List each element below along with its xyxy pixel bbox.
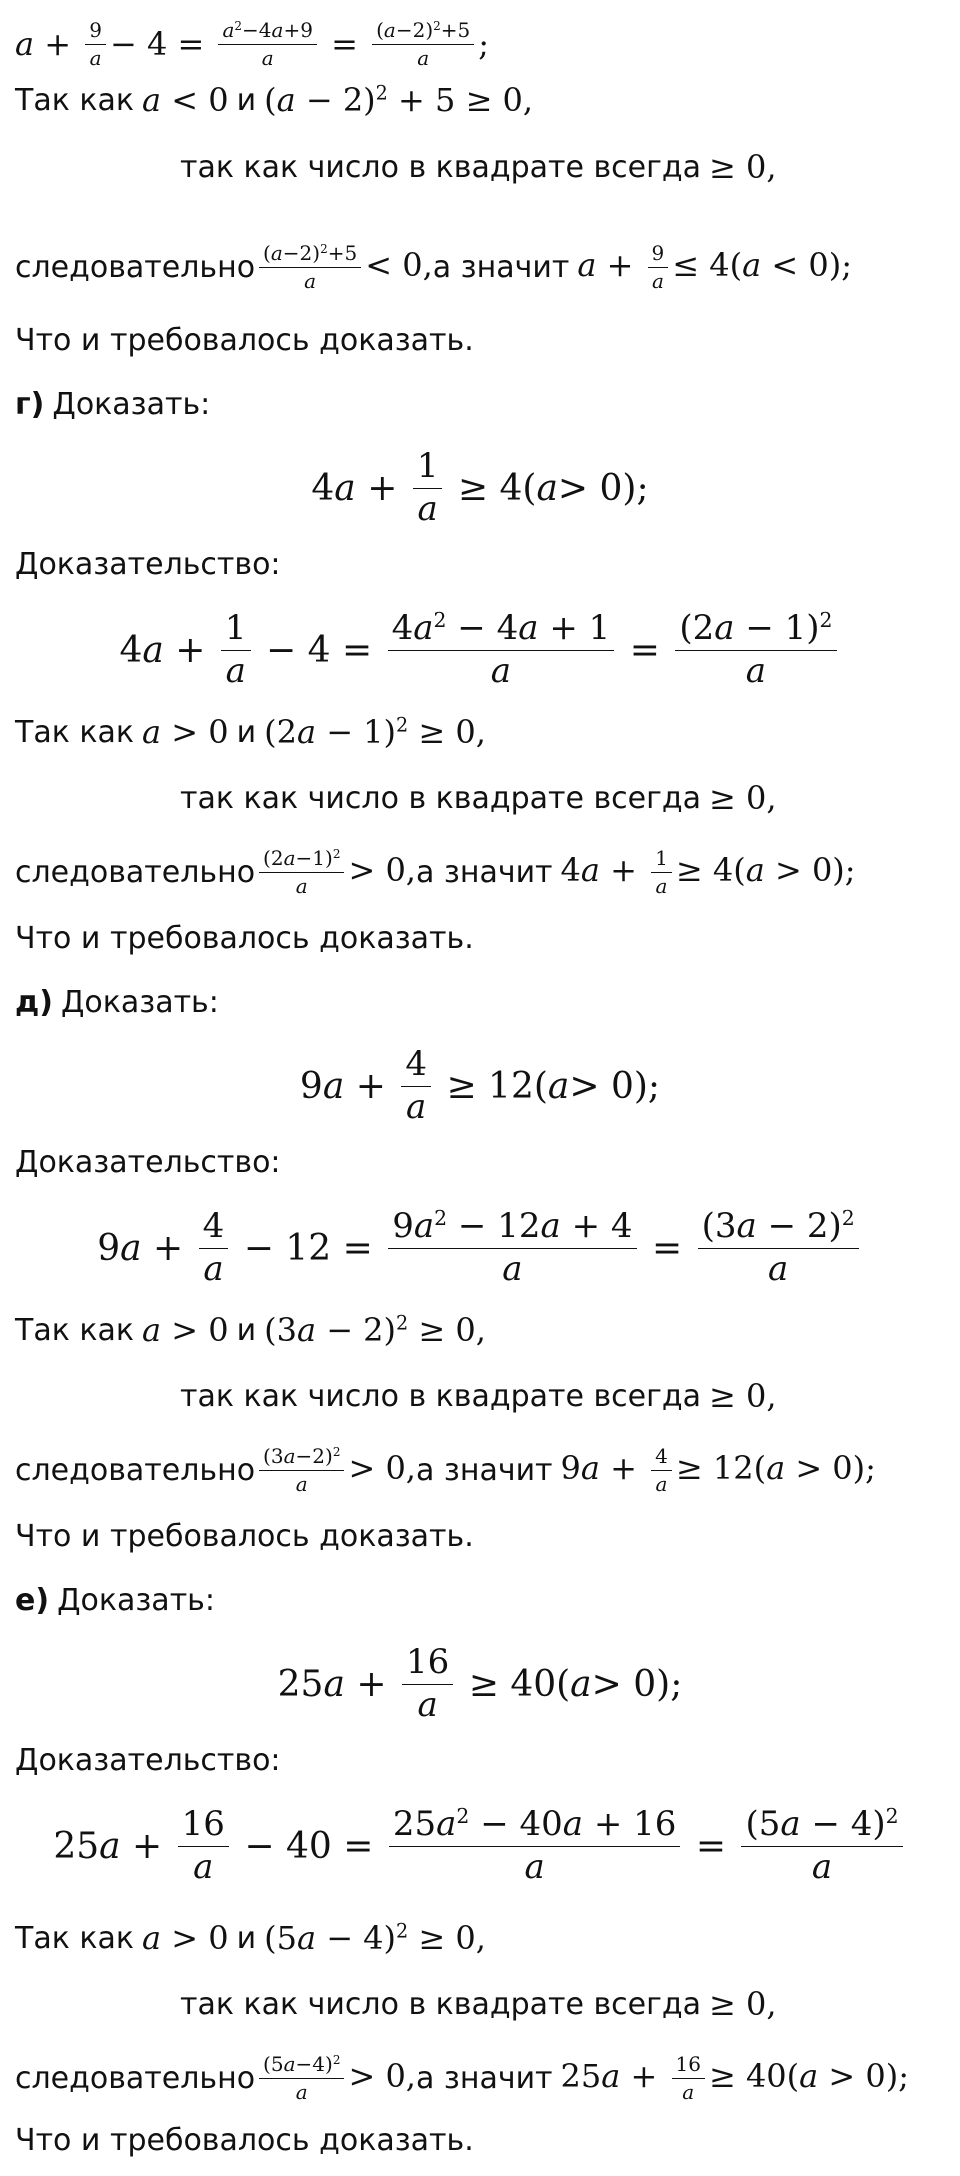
condition-line-g: Так как a > 0 и $(2a - 1)^2 \ge 0$, — [15, 713, 486, 751]
conclusion-line-d: следовательно $\frac{(3a-2)^2}{a}$ > 0, а значит 9a + $\frac{4}{a}$ ≥ 12(a > 0); — [15, 1443, 876, 1496]
qed-c: Что и требовалось доказать. — [15, 322, 474, 358]
proof-label-g: Доказательство: — [15, 546, 281, 582]
conclusion-line-g: следовательно $\frac{(2a-1)^2}{a}$ > 0, а значит 4a + $\frac{1}{a}$ ≥ 4(a > 0); — [15, 845, 856, 898]
section-header-g: г) Доказать: — [15, 386, 211, 422]
square-note-g: так как число в квадрате всегда ≥ 0, — [180, 779, 777, 817]
section-header-d: д) Доказать: — [15, 984, 219, 1020]
conclusion-line-e: следовательно $\frac{(5a-4)^2}{a}$ > 0, а значит 25a + $\frac{16}{a}$ ≥ 40(a > 0); — [15, 2051, 909, 2104]
condition-line-c: Так как a < 0 и $(a - 2)^2 + 5 \ge 0$, — [15, 81, 534, 119]
condition-line-d: Так как a > 0 и $(3a - 2)^2 \ge 0$, — [15, 1311, 486, 1349]
equation-e-transform: 25 a + $\frac{16}{a}$ − 40 = $\frac{25a^2 - 40a + 16}{a}$ = $\frac{(5a - 4)^2}{a}$ — [0, 1814, 960, 1878]
qed-g: Что и требовалось доказать. — [15, 920, 474, 956]
statement-d: 9 a + $\frac{4}{a}$ ≥ 12( a > 0); — [299, 1043, 661, 1127]
proof-label-e: Доказательство: — [15, 1742, 281, 1778]
square-note-d: так как число в квадрате всегда ≥ 0, — [180, 1377, 777, 1415]
statement-g: 4 a + $\frac{1}{a}$ ≥ 4( a > 0); — [311, 445, 649, 529]
section-header-e: е) Доказать: — [15, 1582, 215, 1618]
conclusion-line-c: следовательно $\frac{(a-2)^2+5}{a}$ < 0, а значит a + $\frac{9}{a}$ ≤ 4(a < 0); — [15, 240, 852, 293]
qed-d: Что и требовалось доказать. — [15, 1518, 474, 1554]
statement-e: 25 a + $\frac{16}{a}$ ≥ 40( a > 0); — [277, 1641, 683, 1725]
equation-g-transform: 4 a + $\frac{1}{a}$ − 4 = $\frac{4a^2 - 4a + 1}{a}$ = $\frac{(2a - 1)^2}{a}$ — [0, 618, 960, 682]
qed-e: Что и требовалось доказать. — [15, 2122, 474, 2158]
square-note-e: так как число в квадрате всегда ≥ 0, — [180, 1985, 777, 2023]
equation-d-transform: 9 a + $\frac{4}{a}$ − 12 = $\frac{9a^2 - 12a + 4}{a}$ = $\frac{(3a - 2)^2}{a}$ — [0, 1216, 960, 1280]
equation-c-transform: a + $\frac{9}{a}$ − 4 = $\frac{a^2-4a+9}{a}$ = $\frac{(a-2)^2+5}{a}$ ; — [15, 17, 490, 70]
condition-line-e: Так как a > 0 и $(5a - 4)^2 \ge 0$, — [15, 1919, 486, 1957]
square-note-c: так как число в квадрате всегда ≥ 0, — [180, 148, 777, 186]
proof-label-d: Доказательство: — [15, 1144, 281, 1180]
